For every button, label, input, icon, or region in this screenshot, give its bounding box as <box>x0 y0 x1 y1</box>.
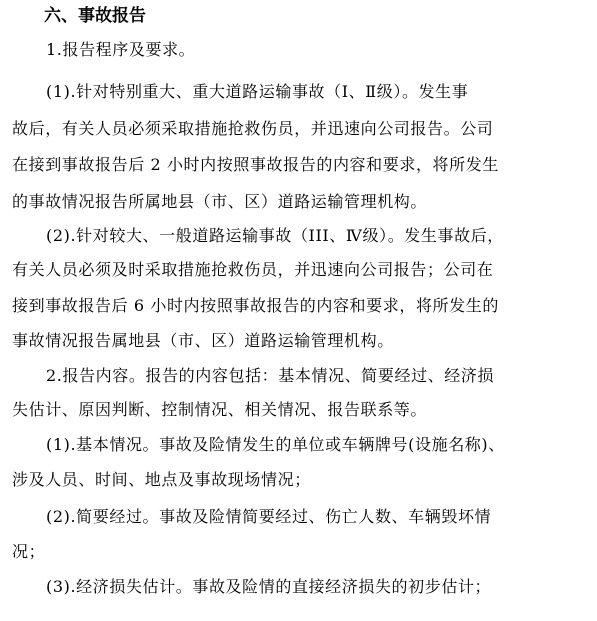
paragraph-line: 故后，有关人员必须采取措施抢救伤员，并迅速向公司报告。公司 <box>12 119 494 138</box>
paragraph-line: (3).经济损失估计。事故及险情的直接经济损失的初步估计； <box>46 577 492 596</box>
paragraph-line: 有关人员必须及时采取措施抢救伤员，并迅速向公司报告；公司在 <box>12 260 494 279</box>
paragraph-line: 2.报告内容。报告的内容包括：基本情况、简要经过、经济损 <box>46 366 495 385</box>
paragraph-line: 接到事故报告后 6 小时内按照事故报告的内容和要求，将所发生的 <box>12 296 499 315</box>
paragraph-line: (1).针对特别重大、重大道路运输事故（Ⅰ、Ⅱ级）。发生事 <box>46 82 469 101</box>
paragraph-line: 在接到事故报告后 2 小时内按照事故报告的内容和要求，将所发生 <box>12 155 499 174</box>
section-heading: 六、事故报告 <box>44 6 146 26</box>
paragraph-line: 事故情况报告属地县（市、区）道路运输管理机构。 <box>12 331 394 350</box>
paragraph-line: 失估计、原因判断、控制情况、相关情况、报告联系等。 <box>12 400 428 419</box>
paragraph-line: 的事故情况报告所属地县（市、区）道路运输管理机构。 <box>12 192 428 211</box>
paragraph-line: (2).简要经过。事故及险情简要经过、伤亡人数、车辆毁坏情 <box>46 507 492 526</box>
paragraph-line: (1).基本情况。事故及险情发生的单位或车辆牌号(设施名称)、 <box>46 435 505 454</box>
paragraph-line: 涉及人员、时间、地点及事故现场情况； <box>12 470 311 489</box>
paragraph-line: 1.报告程序及要求。 <box>46 40 196 59</box>
paragraph-line: 况； <box>12 542 46 561</box>
paragraph-line: (2).针对较大、一般道路运输事故（III、Ⅳ级）。发生事故后， <box>46 226 504 245</box>
